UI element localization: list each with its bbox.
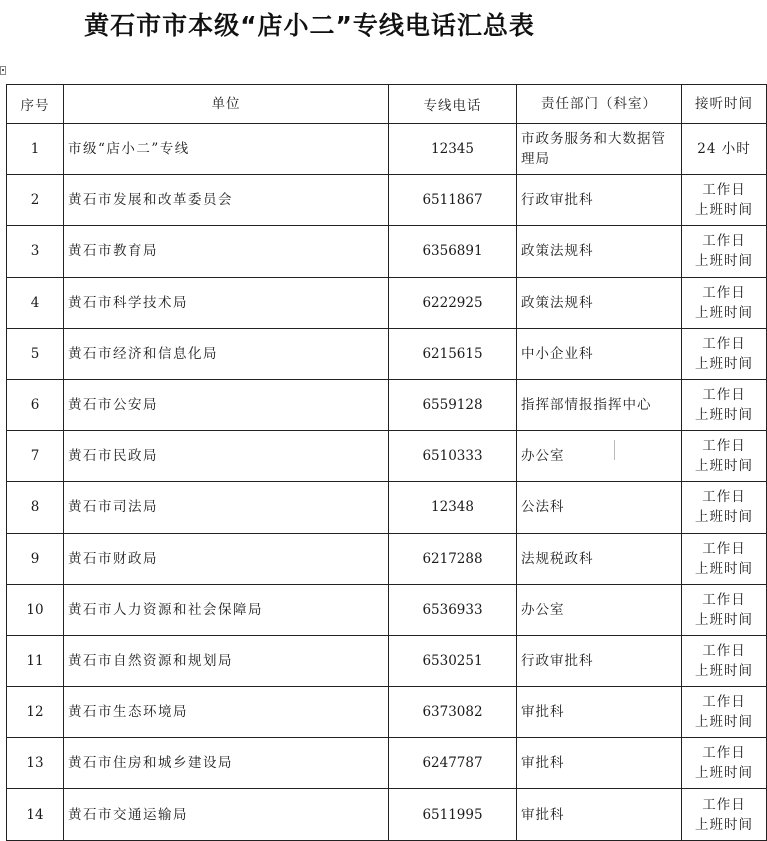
cell-unit[interactable]: 黄石市经济和信息化局	[64, 328, 389, 379]
hours-line-2: 上班时间	[695, 816, 753, 833]
hours-line-1: 工作日	[702, 387, 746, 404]
cell-hours[interactable]	[682, 584, 767, 635]
cell-hours[interactable]	[682, 175, 767, 226]
header-unit[interactable]: 单位	[64, 85, 389, 124]
cell-unit[interactable]: 黄石市交通运输局	[64, 789, 389, 840]
cell-hours[interactable]	[682, 482, 767, 533]
cell-dept[interactable]: 公法科	[517, 482, 682, 533]
table-row	[7, 277, 767, 328]
cell-unit[interactable]: 黄石市住房和城乡建设局	[64, 738, 389, 789]
cell-unit[interactable]: 黄石市公安局	[64, 379, 389, 430]
hours-line-2: 上班时间	[695, 560, 753, 577]
cell-hours[interactable]	[682, 687, 767, 738]
cell-hours[interactable]	[682, 226, 767, 277]
table-row	[7, 635, 767, 686]
cell-dept[interactable]: 办公室	[517, 431, 682, 482]
table-row	[7, 789, 767, 840]
table-row	[7, 379, 767, 430]
hours-line-2: 上班时间	[695, 253, 753, 270]
cell-unit[interactable]: 黄石市财政局	[64, 533, 389, 584]
cell-dept[interactable]: 政策法规科	[517, 277, 682, 328]
cell-unit[interactable]: 黄石市科学技术局	[64, 277, 389, 328]
cell-hours[interactable]	[682, 328, 767, 379]
cell-phone[interactable]: 6215615	[389, 328, 517, 379]
table-row	[7, 124, 767, 175]
cell-seq[interactable]: 12	[7, 687, 64, 738]
cell-dept[interactable]: 审批科	[517, 687, 682, 738]
cell-phone[interactable]: 6536933	[389, 584, 517, 635]
cell-seq[interactable]: 5	[7, 328, 64, 379]
cell-phone[interactable]: 6247787	[389, 738, 517, 789]
cell-hours[interactable]	[682, 533, 767, 584]
phone-directory-table	[6, 84, 767, 841]
hours-line-2: 上班时间	[695, 458, 753, 475]
cell-seq[interactable]: 14	[7, 789, 64, 840]
cell-dept[interactable]: 市政务服务和大数据管理局	[517, 124, 682, 175]
cell-seq[interactable]: 11	[7, 635, 64, 686]
hours-line-1: 工作日	[702, 335, 746, 352]
table-row	[7, 482, 767, 533]
table-row	[7, 175, 767, 226]
table-move-handle-icon[interactable]	[0, 66, 6, 75]
cell-seq[interactable]: 3	[7, 226, 64, 277]
cell-phone[interactable]: 12345	[389, 124, 517, 175]
cell-unit[interactable]: 市级“店小二”专线	[64, 124, 389, 175]
hours-line-1: 工作日	[702, 540, 746, 557]
cell-unit[interactable]: 黄石市发展和改革委员会	[64, 175, 389, 226]
cell-hours[interactable]	[682, 277, 767, 328]
hours-line-1: 工作日	[702, 642, 746, 659]
cell-hours[interactable]	[682, 789, 767, 840]
hours-line-2: 上班时间	[695, 509, 753, 526]
cell-unit[interactable]: 黄石市人力资源和社会保障局	[64, 584, 389, 635]
cell-dept[interactable]: 行政审批科	[517, 635, 682, 686]
page-title: 黄石市市本级“店小二”专线电话汇总表	[84, 11, 535, 40]
cell-phone[interactable]: 6222925	[389, 277, 517, 328]
hours-line-2: 上班时间	[695, 304, 753, 321]
cell-phone[interactable]: 6530251	[389, 635, 517, 686]
cell-dept[interactable]: 审批科	[517, 789, 682, 840]
cell-phone[interactable]: 6217288	[389, 533, 517, 584]
cell-phone[interactable]: 6511995	[389, 789, 517, 840]
cell-seq[interactable]: 9	[7, 533, 64, 584]
hours-line-1: 工作日	[702, 694, 746, 711]
cell-phone[interactable]: 6511867	[389, 175, 517, 226]
header-dept[interactable]: 责任部门（科室）	[517, 85, 682, 124]
hours-line-2: 上班时间	[695, 662, 753, 679]
cell-hours[interactable]	[682, 635, 767, 686]
table-row	[7, 687, 767, 738]
cell-dept[interactable]: 中小企业科	[517, 328, 682, 379]
cell-seq[interactable]: 10	[7, 584, 64, 635]
cell-hours[interactable]	[682, 431, 767, 482]
hours-line-1: 工作日	[702, 591, 746, 608]
hours-line-2: 上班时间	[695, 611, 753, 628]
cell-unit[interactable]: 黄石市自然资源和规划局	[64, 635, 389, 686]
hours-line-1: 工作日	[702, 489, 746, 506]
cell-phone[interactable]: 6510333	[389, 431, 517, 482]
cell-unit[interactable]: 黄石市教育局	[64, 226, 389, 277]
hours-line-1: 工作日	[702, 284, 746, 301]
cell-dept[interactable]: 指挥部情报指挥中心	[517, 379, 682, 430]
cell-dept[interactable]: 办公室	[517, 584, 682, 635]
cell-dept[interactable]: 政策法规科	[517, 226, 682, 277]
cell-hours[interactable]	[682, 124, 767, 175]
hours-line-1: 工作日	[702, 438, 746, 455]
hours-line-2: 上班时间	[695, 202, 753, 219]
cell-dept[interactable]: 法规税政科	[517, 533, 682, 584]
cell-seq[interactable]: 13	[7, 738, 64, 789]
cell-seq[interactable]: 7	[7, 431, 64, 482]
cell-phone[interactable]: 6373082	[389, 687, 517, 738]
hours-line-2: 上班时间	[695, 407, 753, 424]
cell-dept[interactable]: 审批科	[517, 738, 682, 789]
table-row	[7, 533, 767, 584]
cell-seq[interactable]: 4	[7, 277, 64, 328]
header-phone[interactable]: 专线电话	[389, 85, 517, 124]
table-row	[7, 431, 767, 482]
hours-line-2: 上班时间	[695, 765, 753, 782]
cell-unit[interactable]: 黄石市司法局	[64, 482, 389, 533]
hours-line-1: 24 小时	[697, 141, 751, 158]
cell-seq[interactable]: 6	[7, 379, 64, 430]
table-row	[7, 328, 767, 379]
table-row	[7, 226, 767, 277]
cell-unit[interactable]: 黄石市生态环境局	[64, 687, 389, 738]
cell-unit[interactable]: 黄石市民政局	[64, 431, 389, 482]
hours-line-2: 上班时间	[695, 355, 753, 372]
header-hours[interactable]: 接听时间	[682, 85, 767, 124]
cell-seq[interactable]: 2	[7, 175, 64, 226]
hours-line-1: 工作日	[702, 182, 746, 199]
cell-seq[interactable]: 8	[7, 482, 64, 533]
hours-line-1: 工作日	[702, 745, 746, 762]
cell-hours[interactable]	[682, 738, 767, 789]
hours-line-1: 工作日	[702, 233, 746, 250]
hours-line-2: 上班时间	[695, 714, 753, 731]
header-seq[interactable]: 序号	[7, 85, 64, 124]
hours-line-1: 工作日	[702, 796, 746, 813]
cell-dept[interactable]: 行政审批科	[517, 175, 682, 226]
cell-phone[interactable]: 6356891	[389, 226, 517, 277]
table-row	[7, 584, 767, 635]
cell-phone[interactable]: 6559128	[389, 379, 517, 430]
table-header-row	[7, 85, 767, 124]
cell-phone[interactable]: 12348	[389, 482, 517, 533]
cell-seq[interactable]: 1	[7, 124, 64, 175]
cell-hours[interactable]	[682, 379, 767, 430]
table-row	[7, 738, 767, 789]
